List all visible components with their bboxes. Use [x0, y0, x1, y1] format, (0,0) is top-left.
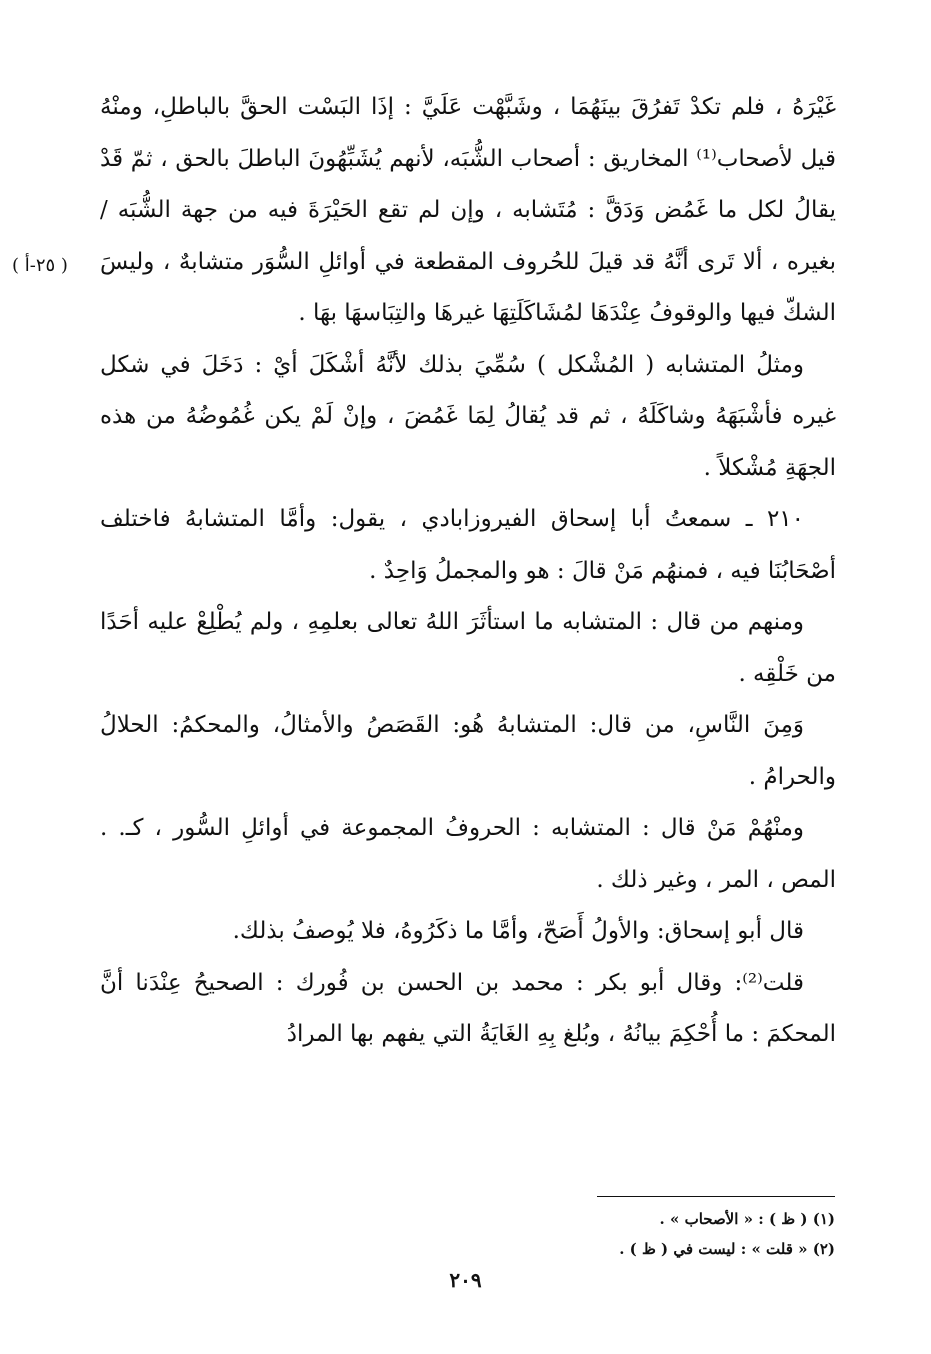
footnote-divider [597, 1196, 835, 1197]
document-page [100, 82, 836, 1322]
footnote-1: (١) ( ظ ) : « الأصحاب » . [659, 1210, 835, 1228]
paragraph-4: ومنهم من قال : المتشابه ما استأثَرَ اللهُ تعالى بعلمِهِ ، ولم يُطْلِعْ عليه أحَدًا من خَلْقِه . [100, 609, 836, 687]
paragraph-8: قلت⁽²⁾: وقال أبو بكر : محمد بن الحسن بن فُورك : الصحيحُ عِنْدَنا أنَّ المحكمَ : ما أُحْكِمَ بيانُهُ ، وبُلغ بِهِ الغَايَةُ التي يفهم بها المرادُ [100, 969, 836, 1047]
paragraph-1: غَيْرَهُ ، فلم تكدْ تَفرُقَ بينَهُمَا ، وشَبَّهْت عَلَيَّ : إذَا البَسْت الحقَّ بالباطلِ، ومنْهُ قيل لأصحاب⁽¹⁾ المخاريق : أصحاب الشُّبَه، لأنهم يُشَبِّهُونَ الباطلَ بالحق ، ثمّ قَدْ يقالُ لكل ما غَمُض وَدَقَّ : مُتَشابه ، وإن لم تقع الحَيْرَةَ فيه من جهة الشُّبَه / بغيره ، ألا تَرى أنَّهُ قد قيلَ للحُروف المقطعة في أوائلِ السُّوَر متشابهٌ ، وليسَ الشكّ فيها والوقوفُ عِنْدَهَا لمُشَاكَلَتِهَا غيرهَا والتِبَاسهَا بهَا . [100, 94, 836, 326]
paragraph-3: ٢١٠ ـ سمعتُ أبا إسحاق الفيروزابادي ، يقول: وأمَّا المتشابهُ فاختلف أصْحَابُنَا فيه ، فمنهُم مَنْ قالَ : هو والمجملُ وَاحِدٌ . [100, 506, 836, 584]
paragraph-6: ومنْهُمْ مَنْ قال : المتشابه : الحروفُ المجموعة في أوائلِ السُّور ، كـ. . المص ، المر ، وغير ذلك . [100, 815, 836, 893]
footnotes [435, 1204, 835, 1264]
margin-folio-note: ( ٢٥-أ ) [12, 255, 68, 276]
page-number: ٢٠٩ [449, 1268, 482, 1292]
paragraph-5: وَمِنَ النَّاسِ، من قال: المتشابهُ هُو: القَصَصُ والأمثالُ، والمحكمُ: الحلالُ والحرامُ . [100, 712, 836, 790]
paragraph-7: قال أبو إسحاق: والأولُ أَصَحّ، وأمَّا ما ذكَرُوهُ، فلا يُوصفُ بذلك. [232, 918, 804, 944]
paragraph-2: ومثلُ المتشابه ( المُشْكل ) سُمِّيَ بذلك لأنَّهُ أشْكَلَ أيْ : دَخَلَ في شكل غيره فأشْبَهَهُ وشاكَلَهُ ، ثم قد يُقالُ لِمَا غَمُضَ ، وإنْ لَمْ يكن غُمُوضُهُ من هذه الجهَةِ مُشْكلاً . [100, 351, 836, 481]
footnote-2: (٢) « قلت » : ليست في ( ظ ) . [619, 1240, 835, 1258]
